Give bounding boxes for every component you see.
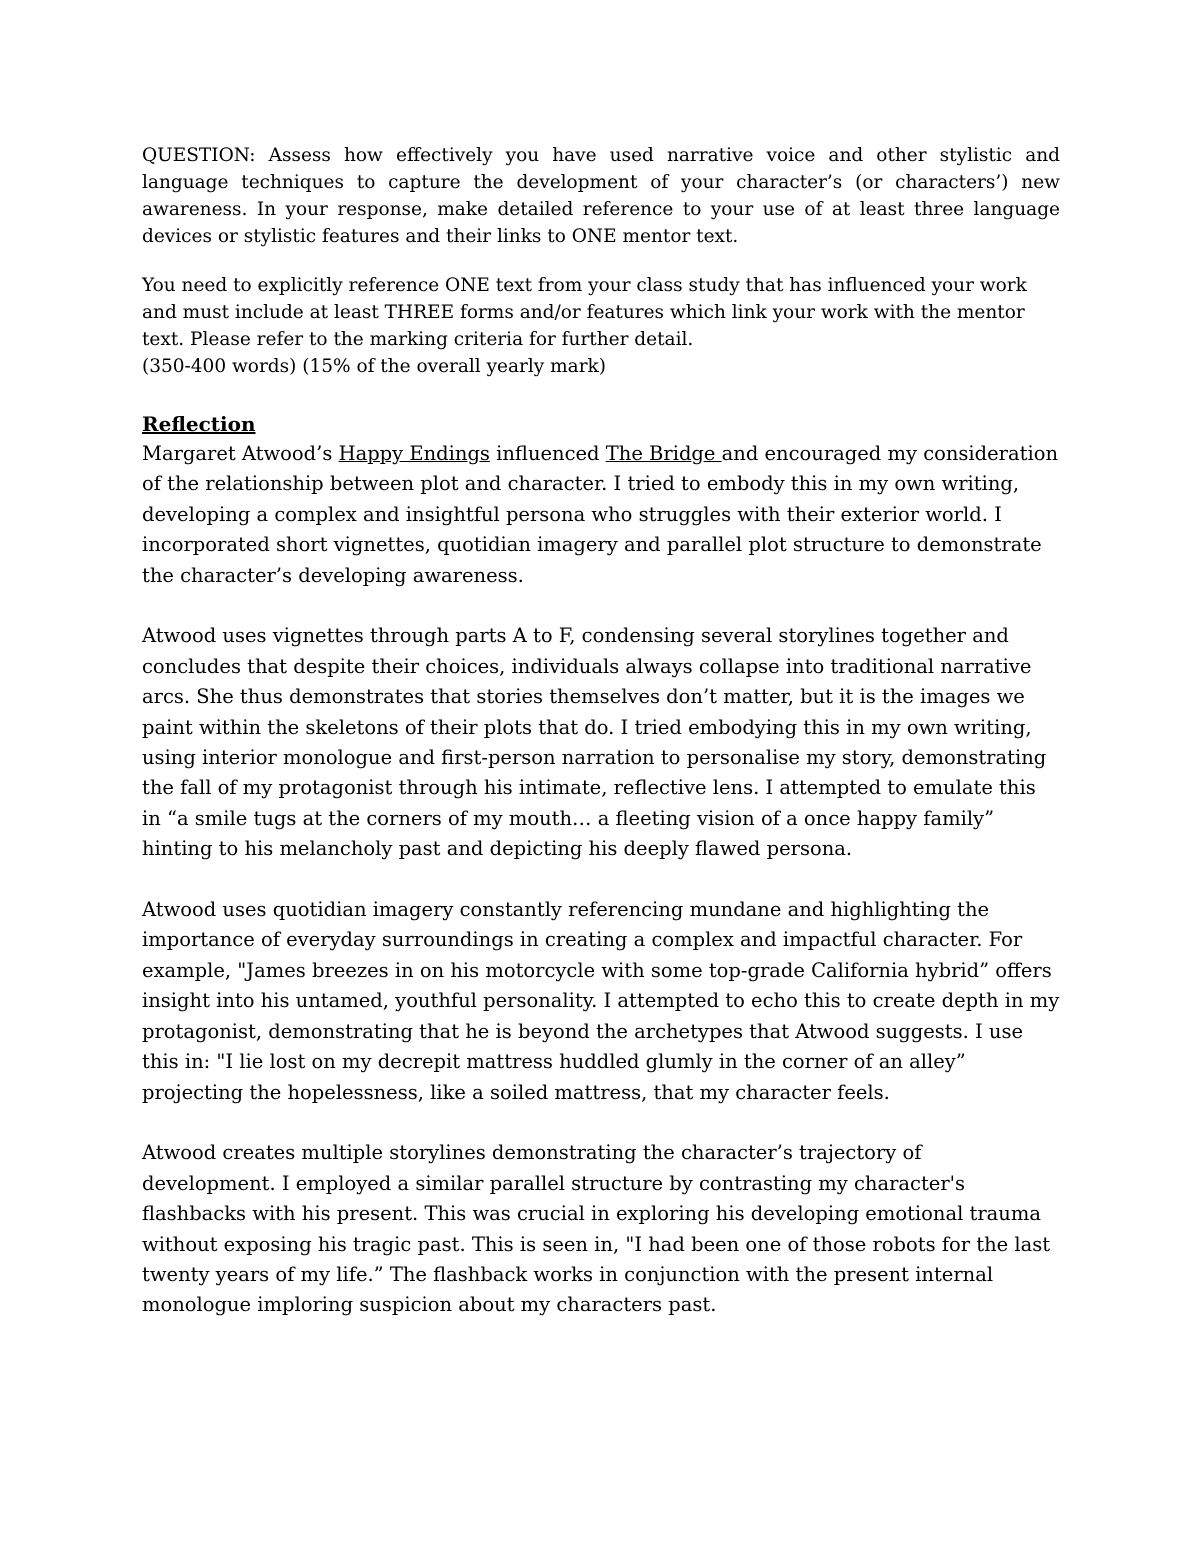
intro-text-3: and encouraged my consideration of the relationship between plot and character. I tried to embody this in my own writing, developing a complex and insightful persona who struggles with their exterior world. I incorporated short vignettes, quotidian imagery and parallel plot structure to demonstrate the character’s developing awareness. [142,442,1059,587]
question-paragraph [142,142,1060,250]
word-count-note: (350-400 words) (15% of the overall yearly mark) [142,356,606,377]
reflection-paragraph-imagery: Atwood uses quotidian imagery constantly referencing mundane and highlighting the importance of everyday surroundings in creating a complex and impactful character. For example, "James breezes in on his motorcycle with some top-grade California hybrid” offers insight into his untamed, youthful personality. I attempted to echo this to create depth in my protagonist, demonstrating that he is beyond the archetypes that Atwood suggests. I use this in: "I lie lost on my decrepit mattress huddled glumly in the corner of an alley” projecting the hopelessness, like a soiled mattress, that my character feels. [142,898,1060,1104]
intro-text-1: Margaret Atwood’s [142,442,339,465]
intro-text-2: influenced [489,442,606,465]
question-label: QUESTION: [142,145,256,166]
reflection-paragraph-structure: Atwood creates multiple storylines demonstrating the character’s trajectory of development. I employed a similar parallel structure by contrasting my character's flashbacks with his present. This was crucial in exploring his developing emotional trauma without exposing his tragic past. This is seen in, "I had been one of those robots for the last twenty years of my life.” The flashback works in conjunction with the present internal monologue imploring suspicion about my characters past. [142,1141,1051,1317]
question-text: Assess how effectively you have used narrative voice and other stylistic and language techniques to capture the development of your character’s (or characters’) new awareness. In your response, make detailed reference to your use of at least three language devices or stylistic features and their links to ONE mentor text. [142,145,1060,247]
document-body [142,142,1060,1351]
instructions-text: You need to explicitly reference ONE text from your class study that has influenced your work and must include at least THREE forms and/or features which link your work with the mentor text. Please refer to the marking criteria for further detail. [142,275,1027,350]
reflection-intro-paragraph [142,439,1060,591]
reflection-paragraph-vignettes: Atwood uses vignettes through parts A to F, condensing several storylines together and concludes that despite their choices, individuals always collapse into traditional narrative arcs. She thus demonstrates that stories themselves don’t matter, but it is the images we paint within the skeletons of their plots that do. I tried embodying this in my own writing, using interior monologue and first-person narration to personalise my story, demonstrating the fall of my protagonist through his intimate, reflective lens. I attempted to emulate this in “a smile tugs at the corners of my mouth… a fleeting vision of a once happy family” hinting to his melancholy past and depicting his deeply flawed persona. [142,624,1047,861]
instructions-block [142,272,1060,380]
mentor-text-title: Happy Endings [338,442,490,465]
reflection-heading: Reflection [142,412,256,436]
own-work-title: The Bridge [605,442,722,465]
